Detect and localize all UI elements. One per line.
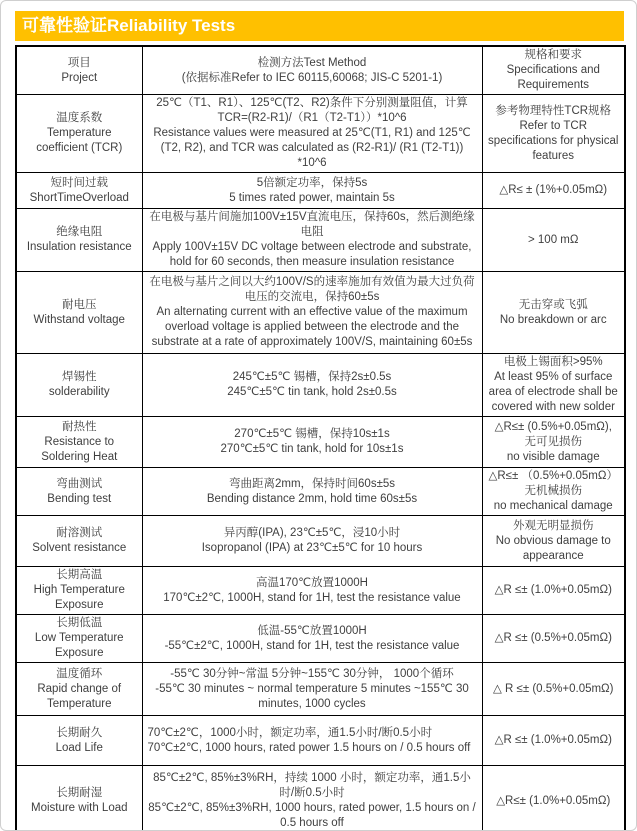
cell-line: 耐热性 (62, 420, 97, 433)
cell-line: 耐溶测试 (56, 527, 103, 539)
header-row (16, 46, 625, 95)
cell-line: Refer to TCR specifications for physical features (488, 119, 619, 162)
cell-line: 无击穿或飞弧 (518, 298, 588, 311)
cell-line: 5 times rated power, maintain 5s (229, 191, 395, 204)
project-cell (16, 516, 142, 567)
cell-line: -55℃ 30分钟~常温 5分钟~155℃ 30分钟， 1000个循环 (170, 667, 454, 680)
cell-line: 弯曲测试 (56, 477, 103, 490)
project-cell (16, 173, 142, 209)
cell-line: An alternating current with an effective value of the maximum overload voltage is applied between the electrode and the substrate at a rate of approximately 100V/S, maintaining 60±5s (151, 306, 473, 348)
cell-line: 温度系数 (56, 112, 103, 124)
spec-cell (482, 272, 625, 354)
cell-line: 异丙醇(IPA), 23℃±5℃，浸10小时 (223, 527, 401, 539)
row-rapid-change-of-temperature (16, 663, 625, 716)
cell-line: △R≤ ± (1%+0.05mΩ) (499, 184, 608, 196)
cell-line: Moisture with Load (30, 802, 128, 815)
method-cell (142, 95, 482, 173)
project-cell (16, 663, 142, 716)
method-cell (142, 516, 482, 567)
row-low-temperature-exposure (16, 615, 625, 663)
cell-line: 无可见损伤 (524, 435, 582, 448)
spec-cell (482, 615, 625, 663)
table-body (16, 95, 625, 831)
cell-line: Specifications and Requirements (506, 64, 600, 91)
cell-line: 270℃±5℃ 锡槽，保持10s±1s (234, 428, 390, 440)
project-cell (16, 766, 142, 831)
project-cell (16, 615, 142, 663)
cell-line: △ R ≤± (0.5%+0.05mΩ) (492, 682, 614, 695)
cell-line: Insulation resistance (26, 241, 132, 253)
cell-line: △R ≤± (1.0%+0.05mΩ) (494, 734, 612, 746)
cell-line: > 100 mΩ (528, 233, 579, 246)
cell-line: Solvent resistance (32, 542, 127, 554)
project-cell (16, 716, 142, 766)
cell-line: (依据标准Refer to IEC 60115,60068; JIS-C 5201-1) (181, 71, 443, 84)
cell-line: 温度循环 (56, 667, 103, 680)
project-cell (16, 417, 142, 468)
spec-cell (482, 417, 625, 468)
method-cell (142, 209, 482, 272)
method-cell (142, 354, 482, 417)
method-cell (142, 468, 482, 516)
cell-line: 在电极与基片间施加100V±15V直流电压，保持60s，然后测绝缘电阻 (149, 211, 475, 238)
cell-line: Isopropanol (IPA) at 23℃±5℃ for 10 hours (201, 542, 423, 554)
cell-line: 70℃±2℃, 1000 hours, rated power 1.5 hours on / 0.5 hours off (147, 741, 471, 754)
cell-line: 耐电压 (62, 298, 97, 311)
cell-line: 170℃±2℃, 1000H, stand for 1H, test the resistance value (163, 591, 461, 604)
cell-line: Project (61, 71, 98, 84)
cell-line: 低温-55℃放置1000H (257, 624, 367, 637)
cell-line: 长期耐湿 (56, 787, 103, 800)
row-withstand-voltage (16, 272, 625, 354)
cell-line: 85℃±2℃, 85%±3%RH，持续 1000 小时，额定功率，通1.5小时/断0.5小时 (153, 772, 471, 800)
cell-line: △R≤± （0.5%+0.05mΩ） (488, 470, 618, 482)
cell-line: Resistance to Soldering Heat (41, 435, 118, 463)
cell-line: Apply 100V±15V DC voltage between electrode and substrate, hold for 60 seconds, then measure insulation resistance (152, 241, 472, 268)
cell-line: △R≤± (0.5%+0.05mΩ), (494, 420, 612, 433)
spec-cell (482, 567, 625, 615)
project-cell (16, 209, 142, 272)
row-high-temperature-exposure (16, 567, 625, 615)
spec-cell (482, 468, 625, 516)
row-short-time-overload (16, 173, 625, 209)
row-bending-test (16, 468, 625, 516)
cell-line: △R≤± (1.0%+0.05mΩ) (496, 794, 611, 807)
cell-line: △R ≤± (1.0%+0.05mΩ) (494, 584, 612, 596)
method-cell (142, 615, 482, 663)
spec-cell (482, 716, 625, 766)
cell-line: 高温170℃放置1000H (256, 576, 368, 589)
cell-line: 弯曲距离2mm，保持时间60s±5s (228, 477, 396, 490)
method-cell (142, 766, 482, 831)
cell-line: -55℃±2℃, 1000H, stand for 1H, test the resistance value (164, 639, 460, 652)
cell-line: 长期高温 (56, 569, 103, 581)
cell-line: 长期低温 (56, 617, 103, 629)
project-cell (16, 354, 142, 417)
row-moisture-with-load (16, 766, 625, 831)
project-cell (16, 567, 142, 615)
cell-line: Load Life (55, 741, 103, 754)
cell-line: 短时间过载 (50, 176, 108, 189)
cell-line: No obvious damage to appearance (495, 534, 611, 562)
header-spec-cell (482, 46, 625, 95)
cell-line: 在电极与基片之间以大约100V/S的速率施加有效值为最大过负荷电压的交流电，保持60±5s (149, 276, 475, 303)
cell-line: 长期耐久 (56, 726, 103, 739)
spec-cell (482, 354, 625, 417)
cell-line: 规格和要求 (524, 49, 582, 61)
method-cell (142, 272, 482, 354)
row-solderability (16, 354, 625, 417)
cell-line: △R ≤± (0.5%+0.05mΩ) (494, 632, 612, 644)
cell-line: Resistance values were measured at 25℃(T1, R1) and 125℃(T2, R2), and TCR was calculated as (R2-R1)/ (R1 (T2-T1)) *10^6 (153, 127, 471, 169)
row-insulation-resistance (16, 209, 625, 272)
cell-line: 检测方法Test Method (257, 56, 367, 69)
spec-cell (482, 766, 625, 831)
row-solvent-resistance (16, 516, 625, 567)
cell-line: No breakdown or arc (499, 313, 607, 326)
table-header (16, 46, 625, 95)
cell-line: 电极上锡面积>95% (503, 356, 603, 368)
project-cell (16, 95, 142, 173)
spec-cell (482, 95, 625, 173)
cell-line: Low Temperature Exposure (34, 632, 124, 659)
header-method-cell (142, 46, 482, 95)
cell-line: no visible damage (506, 450, 600, 463)
method-cell (142, 716, 482, 766)
cell-line: 焊锡性 (62, 371, 97, 383)
reliability-table (15, 45, 626, 831)
cell-line: 270℃±5℃ tin tank, hold for 10s±1s (220, 443, 404, 455)
method-cell (142, 663, 482, 716)
spec-cell (482, 663, 625, 716)
cell-line: Withstand voltage (33, 313, 125, 326)
cell-line: no mechanical damage (493, 500, 613, 512)
method-cell (142, 567, 482, 615)
cell-line: ShortTimeOverload (29, 191, 129, 204)
cell-line: 参考物理特性TCR规格 (495, 104, 612, 117)
cell-line: Rapid change of Temperature (37, 682, 122, 710)
cell-line: 245℃±5℃ 锡槽，保持2s±0.5s (232, 371, 392, 383)
cell-line: 绝缘电阻 (56, 226, 103, 238)
cell-line: High Temperature Exposure (33, 584, 125, 611)
cell-line: 245℃±5℃ tin tank, hold 2s±0.5s (227, 386, 397, 398)
header-project-cell (16, 46, 142, 95)
spec-cell (482, 173, 625, 209)
spec-cell (482, 516, 625, 567)
spec-cell (482, 209, 625, 272)
cell-line: solderability (48, 386, 110, 398)
cell-line: Bending distance 2mm, hold time 60s±5s (206, 492, 418, 505)
cell-line: At least 95% of surface area of electrode shall be covered with new solder (488, 371, 618, 413)
cell-line: 5倍额定功率，保持5s (256, 176, 368, 189)
section-title: 可靠性验证Reliability Tests (15, 11, 624, 41)
method-cell (142, 417, 482, 468)
cell-line: Bending test (47, 492, 112, 505)
project-cell (16, 272, 142, 354)
row-load-life (16, 716, 625, 766)
row-temperature-coefficient (16, 95, 625, 173)
project-cell (16, 468, 142, 516)
cell-line: -55℃ 30 minutes ~ normal temperature 5 minutes ~155℃ 30 minutes, 1000 cycles (155, 682, 469, 710)
cell-line: Temperature coefficient (TCR) (36, 127, 123, 154)
row-resistance-to-soldering-heat (16, 417, 625, 468)
cell-line: 项目 (67, 56, 91, 69)
cell-line: 70℃±2℃，1000小时，额定功率，通1.5小时/断0.5小时 (147, 726, 433, 739)
cell-line: 无机械损伤 (524, 485, 582, 497)
cell-line: 外观无明显损伤 (513, 519, 594, 532)
method-cell (142, 173, 482, 209)
cell-line: 85℃±2℃, 85%±3%RH, 1000 hours, rated power, 1.5 hours on / 0.5 hours off (148, 802, 476, 830)
cell-line: 25℃（T1、R1）、125℃(T2、R2)条件下分别测量阻值，计算TCR=(R2-R1)/（R1（T2-T1））*10^6 (156, 97, 468, 124)
